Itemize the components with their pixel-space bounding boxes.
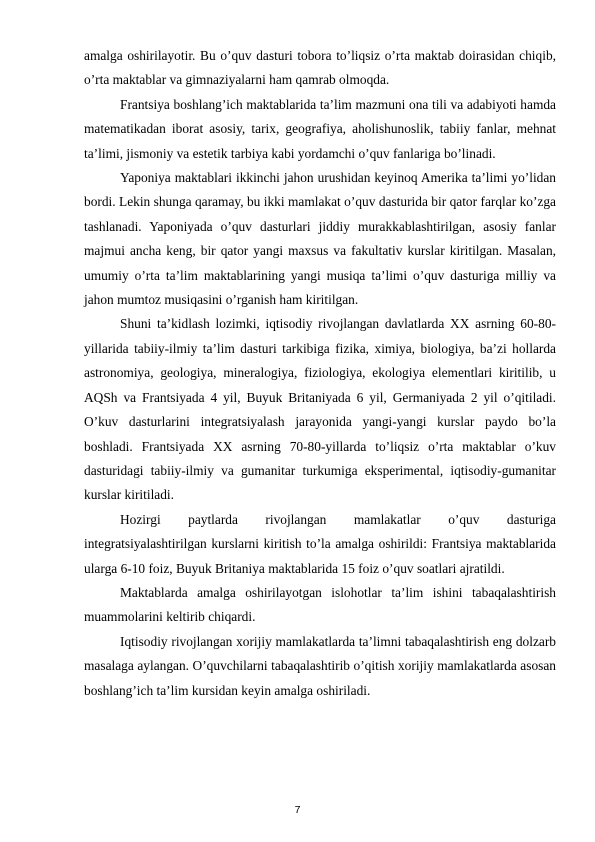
paragraph-continuation: amalga oshirilayotir. Bu o’quv dasturi tobora to’liqsiz o’rta maktab doirasidan chiqib, o’rta maktablar va gimnaziyalarni ham qamrab olmoqda.	[84, 48, 556, 88]
paragraph-integrated-courses: Hozirgi paytlarda rivojlangan mamlakatlar o’quv dasturiga integratsiyalashtirilgan kurslarni kiritish to’la amalga oshirildi: Frantsiya maktablarida ularga 6-10 foiz, Buyuk Britaniya maktablarida 15 foiz o’quv soatlari ajratildi.	[84, 511, 556, 576]
paragraph-france-primary: Frantsiya boshlang’ich maktablarida ta’lim mazmuni ona tili va adabiyoti hamda matematikadan iborat asosiy, tarix, geografiya, aholishunoslik, tabiiy fanlar, mehnat ta’limi, jismoniy va estetik tarbiya kabi yordamchi o’quv fanlariga bo’linadi.	[84, 96, 556, 161]
page-body	[84, 44, 556, 703]
paragraph-japan-schools: Yaponiya maktablari ikkinchi jahon urushidan keyinoq Amerika ta’limi yo’lidan bordi. Lekin shunga qaramay, bu ikki mamlakat o’quv dasturida bir qator farqlar ko’zga tashlanadi. Yaponiyada o’quv dasturlari jiddiy murakkablashtirilgan, asosiy fanlar majmui ancha keng, bir qator yangi maxsus va fakultativ kurslar kiritilgan. Masalan, umumiy o’rta ta’lim maktablarining yangi musiqa ta’limi o’quv dasturiga milliy va jahon mumtoz musiqasini o’rganish ham kiritilgan.	[84, 170, 556, 308]
page-number: 7	[294, 804, 301, 816]
paragraph-reforms: Maktablarda amalga oshirilayotgan islohotlar ta’lim ishini tabaqalashtirish muammolarini keltirib chiqardi.	[84, 584, 556, 625]
paragraph-differentiation: Iqtisodiy rivojlangan xorijiy mamlakatlarda ta’limni tabaqalashtirish eng dolzarb masalaga aylangan. O’quvchilarni tabaqalashtirib o’qitish xorijiy mamlakatlarda asosan boshlang’ich ta’lim kursidan keyin amalga oshiriladi.	[84, 633, 556, 698]
paragraph-natural-science: Shuni ta’kidlash lozimki, iqtisodiy rivojlangan davlatlarda XX asrning 60-80-yillarida tabiiy-ilmiy ta’lim dasturi tarkibiga fizika, ximiya, biologiya, ba’zi hollarda astronomiya, geologiya, mineralogiya, fiziologiya, ekologiya elementlari kiritilib, u AQSh va Frantsiyada 4 yil, Buyuk Britaniyada 6 yil, Germaniyada 2 yil o’qitiladi. O’kuv dasturlarini integratsiyalash jarayonida yangi-yangi kurslar paydo bo’la boshladi. Frantsiyada XX asrning 70-80-yillarda to’liqsiz o’rta maktablar o’kuv dasturidagi tabiiy-ilmiy va gumanitar turkumiga eksperimental, iqtisodiy-gumanitar kurslar kiritiladi.	[84, 316, 556, 503]
